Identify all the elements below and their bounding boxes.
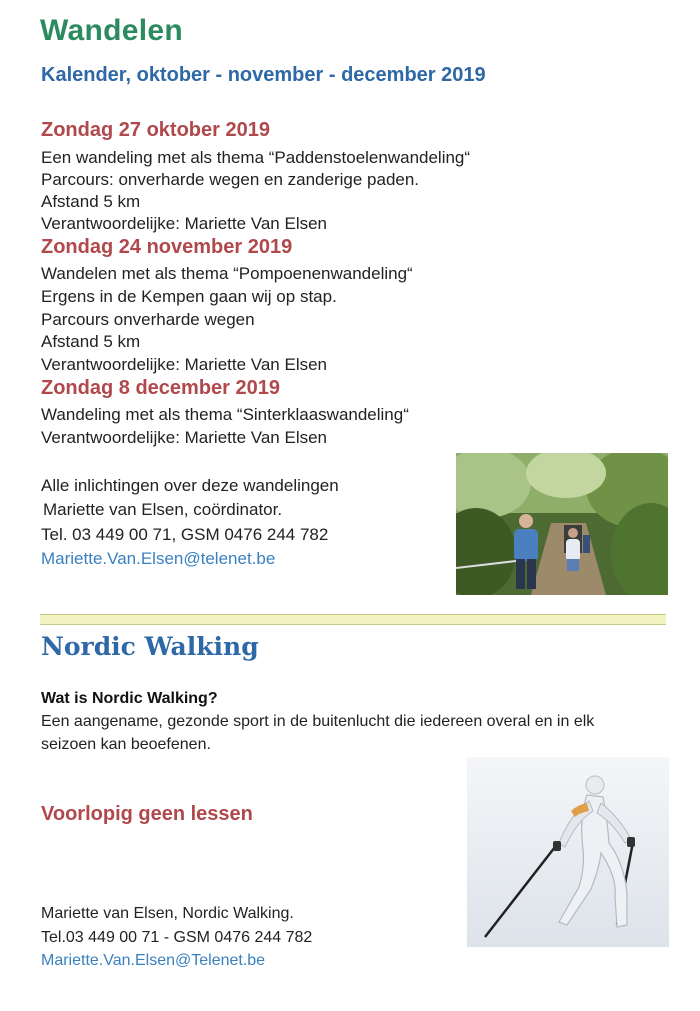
event-line: Wandelen met als thema “Pompoenenwandeling“ [41,264,413,283]
nordic-contact-phone: Tel.03 449 00 71 - GSM 0476 244 782 [41,929,313,946]
nordic-description: seizoen kan beoefenen. [41,736,211,753]
event-line: Ergens in de Kempen gaan wij op stap. [41,287,337,306]
coordinator-name: Mariette van Elsen, coördinator. [43,500,283,519]
event-line: Parcours onverharde wegen [41,310,255,329]
event-line: Parcours: onverharde wegen en zanderige paden. [41,170,420,189]
nordic-contact-name: Mariette van Elsen, Nordic Walking. [41,905,294,922]
nordic-question: Wat is Nordic Walking? [41,690,218,707]
section-divider [40,614,666,625]
calendar-subtitle: Kalender, oktober - november - december 2019 [41,64,486,86]
event-date: Zondag 8 december 2019 [41,377,280,399]
lessons-status: Voorlopig geen lessen [41,803,253,825]
phone-numbers: Tel. 03 449 00 71, GSM 0476 244 782 [41,525,329,544]
event-line: Verantwoordelijke: Mariette Van Elsen [41,428,328,447]
nordic-email-link[interactable]: Mariette.Van.Elsen@Telenet.be [41,952,266,969]
email-link[interactable]: Mariette.Van.Elsen@telenet.be [41,549,276,568]
nordic-walking-title: Nordic Walking [41,632,259,661]
event-line: Afstand 5 km [41,192,141,211]
event-line: Afstand 5 km [41,332,141,351]
event-line: Verantwoordelijke: Mariette Van Elsen [41,214,328,233]
nordic-description: Een aangename, gezonde sport in de buitenlucht die iedereen overal en in elk [41,713,595,730]
info-text: Alle inlichtingen over deze wandelingen [41,476,339,495]
nordic-walker-illustration [467,757,669,947]
event-date: Zondag 24 november 2019 [41,236,293,258]
event-date: Zondag 27 oktober 2019 [41,119,270,141]
event-line: Wandeling met als thema “Sinterklaaswandeling“ [41,405,409,424]
event-line: Verantwoordelijke: Mariette Van Elsen [41,355,328,374]
walkers-photo [456,453,668,595]
event-line: Een wandeling met als thema “Paddenstoelenwandeling“ [41,148,471,167]
page-title: Wandelen [40,14,183,47]
